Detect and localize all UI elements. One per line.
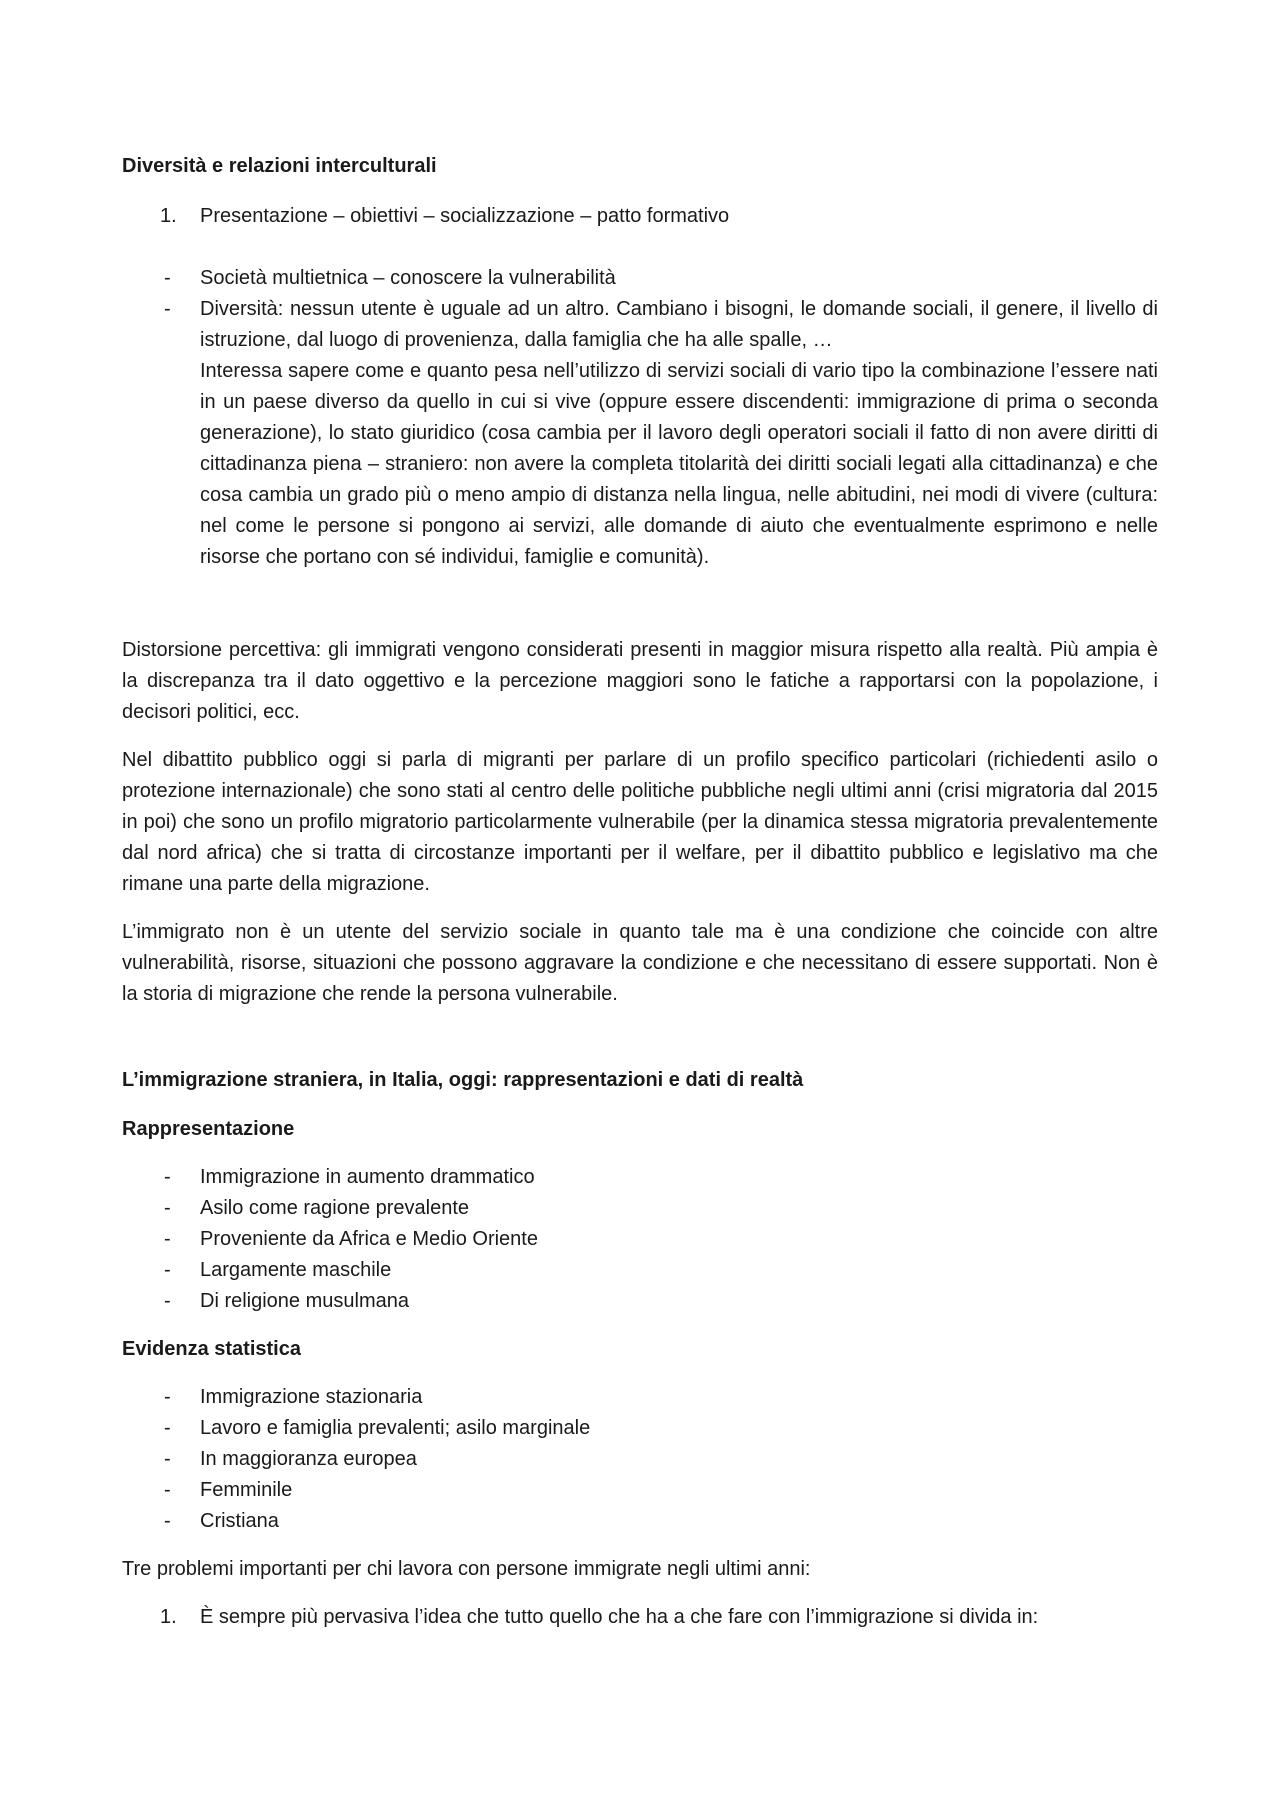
bullet-dash: - bbox=[164, 1228, 171, 1250]
list-item-text: Immigrazione in aumento drammatico bbox=[200, 1166, 535, 1188]
list-item-text: Proveniente da Africa e Medio Oriente bbox=[200, 1228, 538, 1250]
bullet-continuation-paragraph: Interessa sapere come e quanto pesa nell’utilizzo di servizi sociali di vario tipo la combinazione l’essere nati in un paese diverso da quello in cui si vive (oppure essere discendenti: immigrazione di prima o seconda generazione), lo stato giuridico (cosa cambia per il lavoro degli operatori sociali il fatto di non avere diritti di cittadinanza piena – straniero: non avere la completa titolarità dei diritti sociali legati alla cittadinanza) e che cosa cambia un grado più o meno ampio di distanza nella lingua, nelle abitudini, nei modi di vivere (cultura: nel come le persone si pongono ai servizi, alle domande di aiuto che eventualmente esprimono e nelle risorse che portano con sé individui, famiglie e comunità). bbox=[200, 360, 1158, 568]
bullet-list-evidenza bbox=[122, 1382, 1158, 1537]
numbered-list-problemi bbox=[122, 1602, 1158, 1633]
bullet-dash: - bbox=[164, 1166, 171, 1188]
list-item-text: Immigrazione stazionaria bbox=[200, 1386, 423, 1408]
paragraph-tre-problemi: Tre problemi importanti per chi lavora con persone immigrate negli ultimi anni: bbox=[122, 1558, 811, 1580]
bullet-dash: - bbox=[164, 1510, 171, 1532]
list-item bbox=[122, 1286, 1158, 1317]
list-item bbox=[122, 1162, 1158, 1193]
list-item-text: Di religione musulmana bbox=[200, 1290, 409, 1312]
list-item-text: In maggioranza europea bbox=[200, 1448, 417, 1470]
bullet-dash: - bbox=[164, 1259, 171, 1281]
list-number: 1. bbox=[160, 1606, 177, 1628]
bullet-dash: - bbox=[164, 1290, 171, 1312]
section-title-diversita: Diversità e relazioni interculturali bbox=[122, 155, 437, 177]
list-item bbox=[122, 1382, 1158, 1413]
list-item-text: Presentazione – obiettivi – socializzazione – patto formativo bbox=[200, 205, 730, 227]
numbered-list-intro bbox=[122, 201, 1158, 232]
paragraph-immigrato: L’immigrato non è un utente del servizio sociale in quanto tale ma è una condizione che coincide con altre vulnerabilità, risorse, situazioni che possono aggravare la condizione e che necessitano di essere supportati. Non è la storia di migrazione che rende la persona vulnerabile. bbox=[122, 921, 1158, 1005]
list-item bbox=[122, 1193, 1158, 1224]
bullet-dash: - bbox=[164, 1448, 171, 1470]
bullet-list-diversita bbox=[122, 263, 1158, 356]
list-item bbox=[122, 294, 1158, 356]
list-item-text: Diversità: nessun utente è uguale ad un altro. Cambiano i bisogni, le domande sociali, il genere, il livello di istruzione, dal luogo di provenienza, dalla famiglia che ha alle spalle, … bbox=[200, 298, 1158, 351]
list-item bbox=[122, 1413, 1158, 1444]
list-item bbox=[122, 1444, 1158, 1475]
document-page bbox=[122, 151, 1158, 1633]
list-item-text: Largamente maschile bbox=[200, 1259, 392, 1281]
paragraph-dibattito: Nel dibattito pubblico oggi si parla di migranti per parlare di un profilo specifico particolari (richiedenti asilo o protezione internazionale) che sono stati al centro delle politiche pubbliche negli ultimi anni (crisi migratoria dal 2015 in poi) che sono un profilo migratorio particolarmente vulnerabile (per la dinamica stessa migratoria prevalentemente dal nord africa) che si tratta di circostanze importanti per il welfare, per il dibattito pubblico e legislativo ma che rimane una parte della migrazione. bbox=[122, 749, 1158, 895]
list-item-text: Femminile bbox=[200, 1479, 293, 1501]
list-item-text: Società multietnica – conoscere la vulnerabilità bbox=[200, 267, 616, 289]
section-title-immigrazione: L’immigrazione straniera, in Italia, oggi: rappresentazioni e dati di realtà bbox=[122, 1069, 804, 1091]
list-item-text: Lavoro e famiglia prevalenti; asilo marginale bbox=[200, 1417, 591, 1439]
list-item bbox=[122, 1506, 1158, 1537]
list-number: 1. bbox=[160, 205, 177, 227]
list-item bbox=[122, 1255, 1158, 1286]
list-item bbox=[122, 1475, 1158, 1506]
subheading-evidenza: Evidenza statistica bbox=[122, 1338, 301, 1360]
list-item-text: Cristiana bbox=[200, 1510, 279, 1532]
bullet-dash: - bbox=[164, 1197, 171, 1219]
list-item bbox=[122, 1224, 1158, 1255]
bullet-dash: - bbox=[164, 298, 171, 320]
list-item bbox=[122, 1602, 1158, 1633]
bullet-dash: - bbox=[164, 1479, 171, 1501]
bullet-dash: - bbox=[164, 1386, 171, 1408]
list-item-text: È sempre più pervasiva l’idea che tutto quello che ha a che fare con l’immigrazione si divida in: bbox=[200, 1606, 1039, 1628]
paragraph-distorsione: Distorsione percettiva: gli immigrati vengono considerati presenti in maggior misura rispetto alla realtà. Più ampia è la discrepanza tra il dato oggettivo e la percezione maggiori sono le fatiche a rapportarsi con la popolazione, i decisori politici, ecc. bbox=[122, 639, 1158, 723]
list-item-text: Asilo come ragione prevalente bbox=[200, 1197, 470, 1219]
list-item bbox=[122, 201, 1158, 232]
bullet-list-rappresentazione bbox=[122, 1162, 1158, 1317]
bullet-dash: - bbox=[164, 1417, 171, 1439]
subheading-rappresentazione: Rappresentazione bbox=[122, 1118, 295, 1140]
list-item bbox=[122, 263, 1158, 294]
bullet-dash: - bbox=[164, 267, 171, 289]
